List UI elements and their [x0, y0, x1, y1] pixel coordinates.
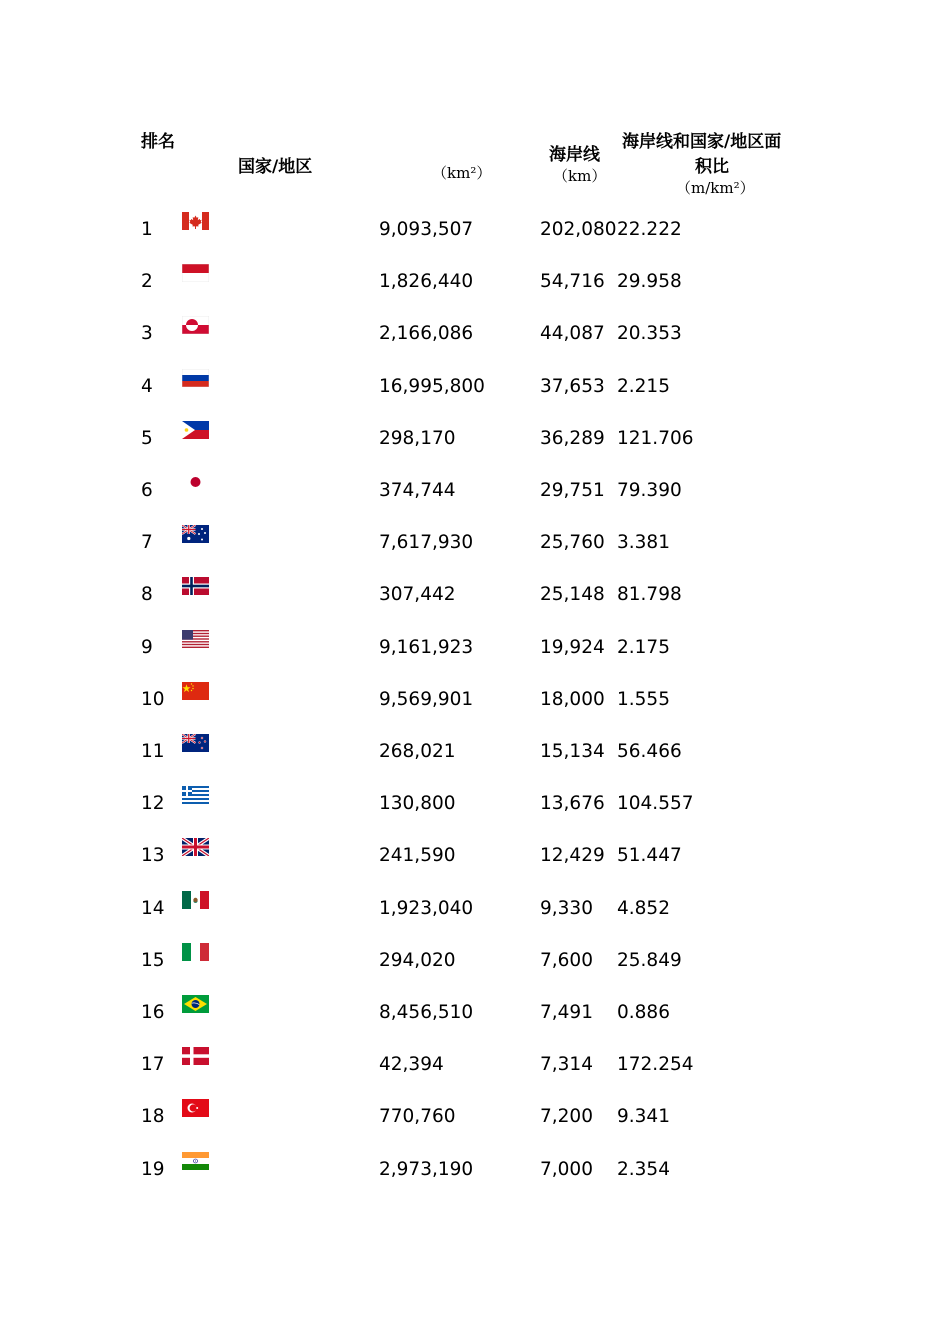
area-cell: 2,166,086 [379, 323, 474, 345]
brazil-flag-icon [182, 995, 209, 1013]
coastline-cell: 36,289 [540, 427, 605, 449]
table-row [0, 688, 950, 728]
header-ratio-line1: 海岸线和国家/地区面 [622, 132, 782, 152]
coastline-cell: 7,200 [540, 1106, 593, 1128]
table-row [0, 1001, 950, 1041]
coastline-cell: 15,134 [540, 741, 605, 762]
area-cell: 9,161,923 [379, 636, 474, 658]
header-country: 国家/地区 [238, 157, 313, 177]
coastline-cell: 44,087 [540, 323, 605, 345]
area-cell: 16,995,800 [379, 375, 485, 397]
coastline-cell: 7,600 [540, 949, 593, 971]
area-cell: 1,826,440 [379, 271, 474, 293]
table-row [0, 583, 950, 623]
area-cell: 130,800 [379, 793, 456, 815]
coastline-cell: 25,760 [540, 532, 605, 554]
rank-cell: 5 [141, 427, 153, 449]
area-cell: 268,021 [379, 741, 456, 762]
table-row [0, 427, 950, 467]
table-row [0, 636, 950, 676]
ratio-cell: 104.557 [617, 793, 694, 815]
table-row [0, 270, 950, 310]
rank-cell: 12 [141, 793, 165, 815]
rank-cell: 6 [141, 480, 153, 501]
ratio-cell: 20.353 [617, 323, 682, 345]
united-kingdom-flag-icon [182, 838, 209, 856]
rank-cell: 11 [141, 741, 165, 762]
china-flag-icon [182, 682, 209, 700]
area-cell: 307,442 [379, 584, 456, 606]
table-row [0, 375, 950, 415]
coastline-cell: 25,148 [540, 584, 605, 606]
table-row [0, 897, 950, 937]
coastline-cell: 7,000 [540, 1158, 593, 1180]
ratio-cell: 29.958 [617, 271, 682, 293]
rank-cell: 7 [141, 532, 153, 554]
australia-flag-icon [182, 525, 209, 543]
ratio-cell: 51.447 [617, 845, 682, 867]
mexico-flag-icon [182, 891, 209, 909]
ratio-cell: 79.390 [617, 480, 682, 501]
coastline-cell: 7,314 [540, 1054, 593, 1076]
ratio-cell: 9.341 [617, 1106, 670, 1128]
coastline-cell: 202,080 [540, 219, 617, 240]
table-row [0, 792, 950, 832]
header-area-unit: （km²） [432, 164, 492, 182]
coastline-cell: 9,330 [540, 897, 593, 919]
greenland-flag-icon [182, 316, 209, 334]
greece-flag-icon [182, 786, 209, 804]
table-row [0, 322, 950, 362]
area-cell: 9,569,901 [379, 688, 474, 710]
coastline-cell: 37,653 [540, 375, 605, 397]
ratio-cell: 3.381 [617, 532, 670, 554]
ratio-cell: 2.354 [617, 1158, 670, 1180]
header-coastline: 海岸线 [549, 145, 600, 165]
ratio-cell: 22.222 [617, 219, 682, 240]
ratio-cell: 0.886 [617, 1002, 670, 1023]
ratio-cell: 2.215 [617, 375, 670, 397]
ratio-cell: 56.466 [617, 741, 682, 762]
table-row [0, 1105, 950, 1145]
united-states-flag-icon [182, 630, 209, 648]
area-cell: 42,394 [379, 1054, 444, 1076]
italy-flag-icon [182, 943, 209, 961]
area-cell: 241,590 [379, 845, 456, 867]
area-cell: 294,020 [379, 949, 456, 971]
table-row [0, 1158, 950, 1198]
ratio-cell: 2.175 [617, 636, 670, 658]
philippines-flag-icon [182, 421, 209, 439]
header-coastline-unit: （km） [553, 167, 607, 185]
coastline-cell: 12,429 [540, 845, 605, 867]
table-row [0, 949, 950, 989]
ratio-cell: 121.706 [617, 427, 694, 449]
ratio-cell: 172.254 [617, 1054, 694, 1076]
rank-cell: 17 [141, 1054, 165, 1076]
table-row [0, 479, 950, 519]
ratio-cell: 25.849 [617, 949, 682, 971]
rank-cell: 2 [141, 271, 153, 293]
area-cell: 1,923,040 [379, 897, 474, 919]
coastline-cell: 29,751 [540, 480, 605, 501]
rank-cell: 15 [141, 949, 165, 971]
new-zealand-flag-icon [182, 734, 209, 752]
rank-cell: 3 [141, 323, 153, 345]
table-row [0, 740, 950, 780]
coastline-cell: 13,676 [540, 793, 605, 815]
table-row [0, 531, 950, 571]
coastline-cell: 19,924 [540, 636, 605, 658]
rank-cell: 13 [141, 845, 165, 867]
rank-cell: 19 [141, 1158, 165, 1180]
area-cell: 7,617,930 [379, 532, 474, 554]
area-cell: 770,760 [379, 1106, 456, 1128]
coastline-cell: 54,716 [540, 271, 605, 293]
japan-flag-icon [182, 473, 209, 491]
area-cell: 374,744 [379, 480, 456, 501]
table-row [0, 1053, 950, 1093]
rank-cell: 10 [141, 688, 165, 710]
turkey-flag-icon [182, 1099, 209, 1117]
coastline-cell: 7,491 [540, 1002, 593, 1023]
table-row [0, 844, 950, 884]
rank-cell: 16 [141, 1002, 165, 1023]
header-rank: 排名 [141, 132, 175, 152]
table-row [0, 218, 950, 258]
area-cell: 298,170 [379, 427, 456, 449]
rank-cell: 1 [141, 219, 153, 240]
area-cell: 9,093,507 [379, 219, 474, 240]
rank-cell: 14 [141, 897, 165, 919]
denmark-flag-icon [182, 1047, 209, 1065]
ratio-cell: 4.852 [617, 897, 670, 919]
india-flag-icon [182, 1152, 209, 1170]
rank-cell: 9 [141, 636, 153, 658]
russia-flag-icon [182, 369, 209, 387]
norway-flag-icon [182, 577, 209, 595]
area-cell: 2,973,190 [379, 1158, 474, 1180]
rank-cell: 8 [141, 584, 153, 606]
rank-cell: 4 [141, 375, 153, 397]
coastline-cell: 18,000 [540, 688, 605, 710]
canada-flag-icon [182, 212, 209, 230]
area-cell: 8,456,510 [379, 1002, 474, 1023]
header-ratio-line2: 积比 [695, 157, 729, 177]
indonesia-flag-icon [182, 264, 209, 282]
header-ratio-unit: （m/km²） [676, 179, 755, 197]
ratio-cell: 1.555 [617, 688, 670, 710]
rank-cell: 18 [141, 1106, 165, 1128]
ratio-cell: 81.798 [617, 584, 682, 606]
